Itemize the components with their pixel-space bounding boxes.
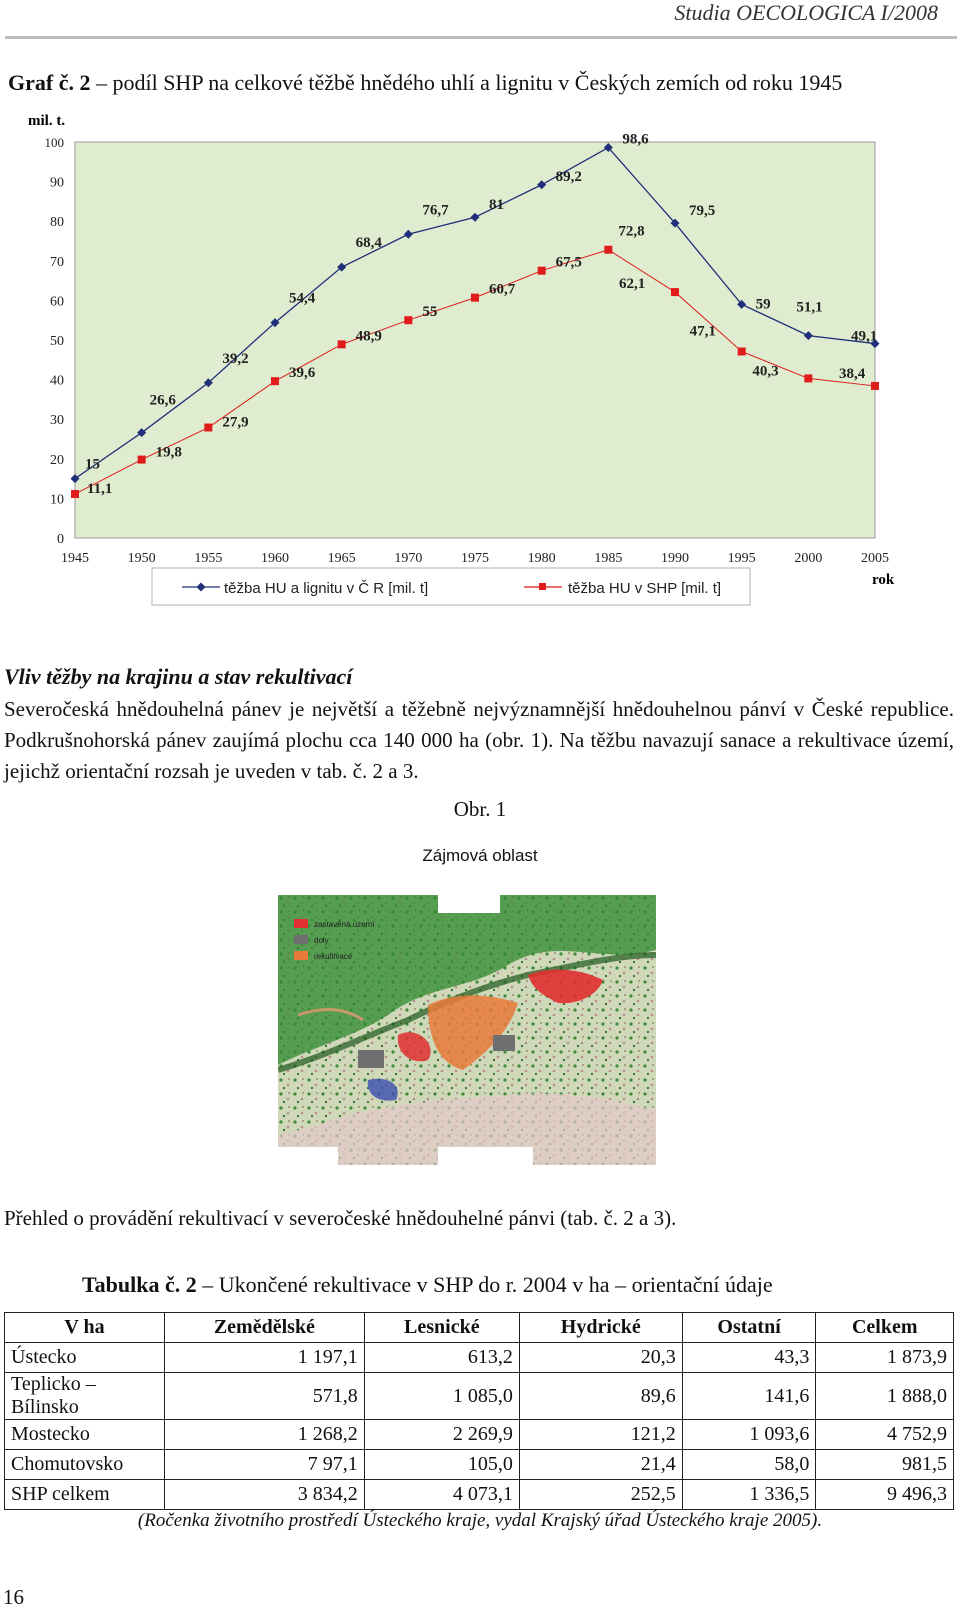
reclamation-table xyxy=(4,1312,954,1510)
legend-marker-shp xyxy=(539,583,546,590)
row-name-cell: Chomutovsko xyxy=(5,1450,165,1480)
data-label-cr: 68,4 xyxy=(355,235,382,252)
row-name-cell: Teplicko –Bílinsko xyxy=(5,1373,165,1420)
data-label-shp: 19,8 xyxy=(155,444,182,461)
y-tick-label: 100 xyxy=(44,135,64,150)
data-label-shp: 67,5 xyxy=(555,254,582,271)
graph-caption xyxy=(8,70,842,96)
mine-area xyxy=(493,1035,515,1051)
figure-label: Obr. 1 xyxy=(453,797,507,821)
x-tick-label: 1995 xyxy=(727,551,756,566)
x-tick-label: 1950 xyxy=(127,551,156,566)
legend-label-shp: těžba HU v SHP [mil. t] xyxy=(568,580,722,597)
data-point-shp xyxy=(871,382,879,390)
x-tick-label: 1975 xyxy=(461,551,489,566)
table-caption-label: Tabulka č. 2 xyxy=(82,1272,197,1297)
data-label-cr: 49,1 xyxy=(851,328,878,345)
data-label-shp: 27,9 xyxy=(222,414,249,431)
data-label-cr: 51,1 xyxy=(796,299,823,316)
production-chart xyxy=(0,108,960,628)
data-point-shp xyxy=(604,246,612,254)
table-row xyxy=(5,1343,954,1373)
y-tick-label: 30 xyxy=(50,413,64,429)
table-cell: 1 873,9 xyxy=(816,1343,954,1373)
table-cell: 58,0 xyxy=(682,1450,816,1480)
table-cell: 43,3 xyxy=(682,1343,816,1373)
data-label-shp: 11,1 xyxy=(87,481,113,498)
data-label-cr: 79,5 xyxy=(689,203,716,220)
header-rule xyxy=(5,36,957,39)
data-label-cr: 39,2 xyxy=(222,350,249,367)
data-label-cr: 15 xyxy=(85,456,100,473)
data-point-shp xyxy=(138,456,146,464)
data-label-shp: 55 xyxy=(422,304,438,321)
overview-paragraph: Přehled o provádění rekultivací v severočeské hnědouhelné pánvi (tab. č. 2 a 3). xyxy=(4,1206,677,1230)
legend-text-built-up: zastavěná území xyxy=(314,920,375,929)
y-tick-label: 20 xyxy=(50,452,64,468)
data-point-shp xyxy=(538,267,546,275)
data-label-shp: 38,4 xyxy=(839,365,866,382)
chart-legend xyxy=(152,568,750,605)
table-row xyxy=(5,1480,954,1510)
data-label-shp: 39,6 xyxy=(289,365,316,382)
y-tick-label: 10 xyxy=(50,492,64,508)
row-name-cell: SHP celkem xyxy=(5,1480,165,1510)
row-name-cell: Mostecko xyxy=(5,1420,165,1450)
table-cell: 2 269,9 xyxy=(364,1420,519,1450)
legend-text-reclamation: rekultivace xyxy=(314,952,353,961)
table-cell: 21,4 xyxy=(519,1450,682,1480)
data-label-cr: 81 xyxy=(489,197,504,214)
header-cell: Hydrické xyxy=(519,1313,682,1343)
table-cell: 3 834,2 xyxy=(165,1480,365,1510)
x-tick-label: 1960 xyxy=(261,551,289,566)
y-tick-label: 60 xyxy=(50,294,64,310)
data-label-cr: 98,6 xyxy=(622,131,649,148)
body-paragraph: Severočeská hnědouhelná pánev je největší a těžebně nejvýznamnější hnědouhelnou pánví v České republice. Podkrušnohorská pánev zaujímá plochu cca 140 000 ha (obr. 1). Na těžbu navazují sanace a rekultivace území, jejichž orientační rozsah je uveden v tab. č. 2 a 3. xyxy=(4,697,954,783)
data-label-cr: 54,4 xyxy=(289,290,316,307)
data-label-cr: 26,6 xyxy=(149,392,176,409)
table-cell: 252,5 xyxy=(519,1480,682,1510)
x-tick-label: 2000 xyxy=(794,551,823,566)
table-cell: 1 093,6 xyxy=(682,1420,816,1450)
data-label-shp: 40,3 xyxy=(752,363,779,380)
x-tick-label: 2005 xyxy=(861,551,889,566)
data-label-shp: 48,9 xyxy=(355,328,382,345)
table-cell: 9 496,3 xyxy=(816,1480,954,1510)
x-tick-label: 1980 xyxy=(527,551,556,566)
table-row xyxy=(5,1450,954,1480)
study-area-map xyxy=(278,895,656,1165)
y-tick-label: 50 xyxy=(50,334,64,349)
data-label-cr: 89,2 xyxy=(555,168,582,185)
x-axis-title: rok xyxy=(872,572,895,588)
page-number: 16 xyxy=(3,1585,24,1609)
legend-swatch-mines xyxy=(294,935,308,944)
table-cell: 1 197,1 xyxy=(165,1343,365,1373)
table-cell: 121,2 xyxy=(519,1420,682,1450)
y-tick-label: 80 xyxy=(50,215,64,231)
x-axis-ticks xyxy=(61,551,889,566)
table-row xyxy=(5,1373,954,1420)
table-header-row xyxy=(5,1313,954,1343)
data-label-cr: 59 xyxy=(755,296,771,313)
header-cell: Celkem xyxy=(816,1313,954,1343)
data-label-shp: 60,7 xyxy=(489,281,516,298)
table-cell: 1 336,5 xyxy=(682,1480,816,1510)
table-caption xyxy=(82,1272,773,1298)
y-tick-label: 90 xyxy=(50,175,64,191)
data-point-shp xyxy=(471,294,479,302)
x-tick-label: 1955 xyxy=(194,551,223,566)
header-cell: Lesnické xyxy=(364,1313,519,1343)
table-cell: 1 888,0 xyxy=(816,1373,954,1420)
data-point-shp xyxy=(404,316,412,324)
legend-text-mines: doly xyxy=(314,936,329,945)
table-caption-text: – Ukončené rekultivace v SHP do r. 2004 v ha – orientační údaje xyxy=(196,1272,773,1297)
y-axis-unit-label: mil. t. xyxy=(28,113,66,129)
y-tick-label: 0 xyxy=(57,532,64,547)
data-label-shp: 72,8 xyxy=(618,223,645,240)
table-cell: 1 085,0 xyxy=(364,1373,519,1420)
y-tick-label: 40 xyxy=(50,373,64,389)
y-axis-ticks xyxy=(45,135,65,547)
table-cell: 4 752,9 xyxy=(816,1420,954,1450)
legend-label-cr: těžba HU a lignitu v Č R [mil. t] xyxy=(224,580,429,597)
data-label-shp: 47,1 xyxy=(689,323,716,340)
table-cell: 571,8 xyxy=(165,1373,365,1420)
x-tick-label: 1945 xyxy=(61,551,89,566)
table-cell: 20,3 xyxy=(519,1343,682,1373)
graph-caption-label: Graf č. 2 xyxy=(8,70,91,95)
data-label-shp: 62,1 xyxy=(619,276,646,293)
table-cell: 105,0 xyxy=(364,1450,519,1480)
data-point-shp xyxy=(204,424,212,432)
table-cell: 7 97,1 xyxy=(165,1450,365,1480)
graph-caption-text: – podíl SHP na celkové těžbě hnědého uhlí a lignitu v Českých zemích od roku 1945 xyxy=(90,70,843,95)
running-head: Studia OECOLOGICA I/2008 xyxy=(674,0,938,25)
section-heading: Vliv těžby na krajinu a stav rekultivací xyxy=(4,664,353,689)
data-label-cr: 76,7 xyxy=(422,202,449,219)
figure-title: Zájmová oblast xyxy=(422,846,538,865)
table-cell: 141,6 xyxy=(682,1373,816,1420)
legend-swatch-reclamation xyxy=(294,951,308,960)
data-point-shp xyxy=(671,288,679,296)
legend-swatch-built-up xyxy=(294,919,308,928)
x-tick-label: 1965 xyxy=(327,551,356,566)
x-tick-label: 1970 xyxy=(394,551,423,566)
data-point-shp xyxy=(738,347,746,355)
table-cell: 4 073,1 xyxy=(364,1480,519,1510)
header-cell: V ha xyxy=(5,1313,165,1343)
data-point-shp xyxy=(71,490,79,498)
table-cell: 613,2 xyxy=(364,1343,519,1373)
table-cell: 1 268,2 xyxy=(165,1420,365,1450)
plot-area xyxy=(75,142,878,538)
x-tick-label: 1990 xyxy=(661,551,689,566)
data-point-shp xyxy=(804,374,812,382)
row-name-cell: Ústecko xyxy=(5,1343,165,1373)
mine-area xyxy=(358,1050,384,1068)
table-row xyxy=(5,1420,954,1450)
table-source-note: (Ročenka životního prostředí Ústeckého kraje, vydal Krajský úřad Ústeckého kraje 2005). xyxy=(137,1510,823,1531)
data-point-shp xyxy=(271,377,279,385)
y-tick-label: 70 xyxy=(50,254,64,270)
data-point-shp xyxy=(338,340,346,348)
x-tick-label: 1985 xyxy=(594,551,623,566)
header-cell: Zemědělské xyxy=(165,1313,365,1343)
header-cell: Ostatní xyxy=(682,1313,816,1343)
table-cell: 981,5 xyxy=(816,1450,954,1480)
table-cell: 89,6 xyxy=(519,1373,682,1420)
